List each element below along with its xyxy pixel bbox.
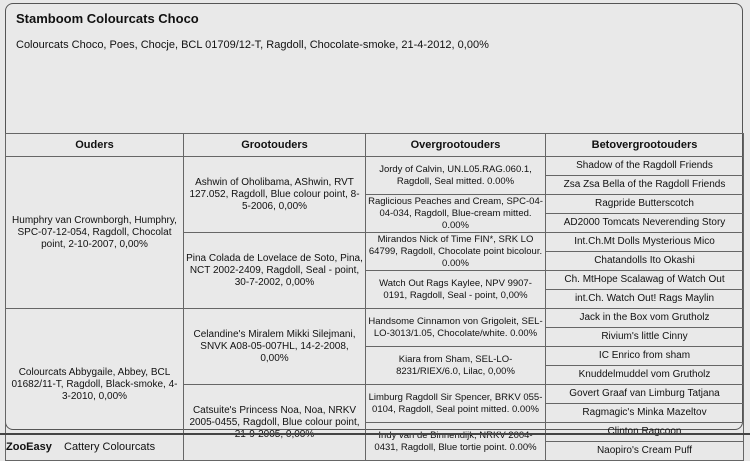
column-header-great-grandparents: Overgrootouders (366, 134, 546, 157)
grandparent-cell[interactable]: Pina Colada de Lovelace de Soto, Pina, NCT 2002-2409, Ragdoll, Seal - point, 30-7-2002, 0,00% (184, 233, 366, 309)
great-grandparent-cell[interactable]: Kiara from Sham, SEL-LO-8231/RIEX/6.0, Lilac, 0,00% (366, 347, 546, 385)
great-grandparent-cell[interactable]: Limburg Ragdoll Sir Spencer, BRKV 055-0104, Ragdoll, Seal point mitted. 0.00% (366, 385, 546, 423)
great-great-grandparent-cell[interactable]: Rivium's little Cinny (546, 328, 744, 347)
great-great-grandparent-cell[interactable]: Clinton Ragcoon (546, 423, 744, 442)
great-great-grandparent-cell[interactable]: int.Ch. Watch Out! Rags Maylin (546, 290, 744, 309)
great-grandparent-cell[interactable]: Indy van de Binnendijk, NRKV 2004-0431, Ragdoll, Blue tortie point. 0.00% (366, 423, 546, 461)
great-great-grandparent-cell[interactable]: Int.Ch.Mt Dolls Mysterious Mico (546, 233, 744, 252)
great-grandparent-cell[interactable]: Handsome Cinnamon von Grigoleit, SEL-LO-3013/1.05, Chocolate/white. 0.00% (366, 309, 546, 347)
table-row (6, 309, 744, 328)
great-great-grandparent-cell[interactable]: Zsa Zsa Bella of the Ragdoll Friends (546, 176, 744, 195)
great-great-grandparent-cell[interactable]: Ch. MtHope Scalawag of Watch Out (546, 271, 744, 290)
great-great-grandparent-cell[interactable]: Govert Graaf van Limburg Tatjana (546, 385, 744, 404)
great-grandparent-cell[interactable]: Jordy of Calvin, UN.L05.RAG.060.1, Ragdoll, Seal mitted. 0.00% (366, 157, 546, 195)
column-header-grandparents: Grootouders (184, 134, 366, 157)
parent-cell-sire[interactable]: Humphry van Crownborgh, Humphry, SPC-07-12-054, Ragdoll, Chocolat point, 2-10-2007, 0,00% (6, 157, 184, 309)
footer-cattery: Cattery Colourcats (64, 441, 156, 453)
pedigree-table (5, 133, 744, 461)
footer-brand: ZooEasy (6, 441, 52, 453)
great-great-grandparent-cell[interactable]: Naopiro's Cream Puff (546, 442, 744, 461)
table-header-row (6, 134, 744, 157)
great-great-grandparent-cell[interactable]: Shadow of the Ragdoll Friends (546, 157, 744, 176)
great-grandparent-cell[interactable]: Mirandos Nick of Time FIN*, SRK LO 64799, Ragdoll, Chocolate point bicolour. 0.00% (366, 233, 546, 271)
column-header-great-great-grandparents: Betovergrootouders (546, 134, 744, 157)
column-header-parents: Ouders (6, 134, 184, 157)
great-great-grandparent-cell[interactable]: Knuddelmuddel vom Grutholz (546, 366, 744, 385)
parent-cell-dam[interactable]: Colourcats Abbygaile, Abbey, BCL 01682/11-T, Ragdoll, Black-smoke, 4-3-2010, 0,00% (6, 309, 184, 461)
great-great-grandparent-cell[interactable]: Jack in the Box vom Grutholz (546, 309, 744, 328)
great-great-grandparent-cell[interactable]: Ragmagic's Minka Mazeltov (546, 404, 744, 423)
great-grandparent-cell[interactable]: Watch Out Rags Kaylee, NPV 9907-0191, Ragdoll, Seal - point, 0,00% (366, 271, 546, 309)
great-great-grandparent-cell[interactable]: Chatandolls Ito Okashi (546, 252, 744, 271)
great-great-grandparent-cell[interactable]: IC Enrico from sham (546, 347, 744, 366)
great-great-grandparent-cell[interactable]: Ragpride Butterscotch (546, 195, 744, 214)
table-row (6, 157, 744, 176)
grandparent-cell[interactable]: Catsuite's Princess Noa, Noa, NRKV 2005-0455, Ragdoll, Blue colour point, 21-9-2005, 0,00% (184, 385, 366, 461)
grandparent-cell[interactable]: Ashwin of Oholibama, AShwin, RVT 127.052, Ragdoll, Blue colour point, 8-5-2006, 0,00% (184, 157, 366, 233)
cat-summary: Colourcats Choco, Poes, Chocje, BCL 01709/12-T, Ragdoll, Chocolate-smoke, 21-4-2012, 0,00% (16, 39, 489, 51)
grandparent-cell[interactable]: Celandine's Miralem Mikki Silejmani, SNVK A08-05-007HL, 14-2-2008, 0,00% (184, 309, 366, 385)
great-grandparent-cell[interactable]: Raglicious Peaches and Cream, SPC-04-04-034, Ragdoll, Blue-cream mitted. 0.00% (366, 195, 546, 233)
great-great-grandparent-cell[interactable]: AD2000 Tomcats Neverending Story (546, 214, 744, 233)
footer (0, 433, 750, 459)
page-title: Stamboom Colourcats Choco (16, 11, 199, 26)
